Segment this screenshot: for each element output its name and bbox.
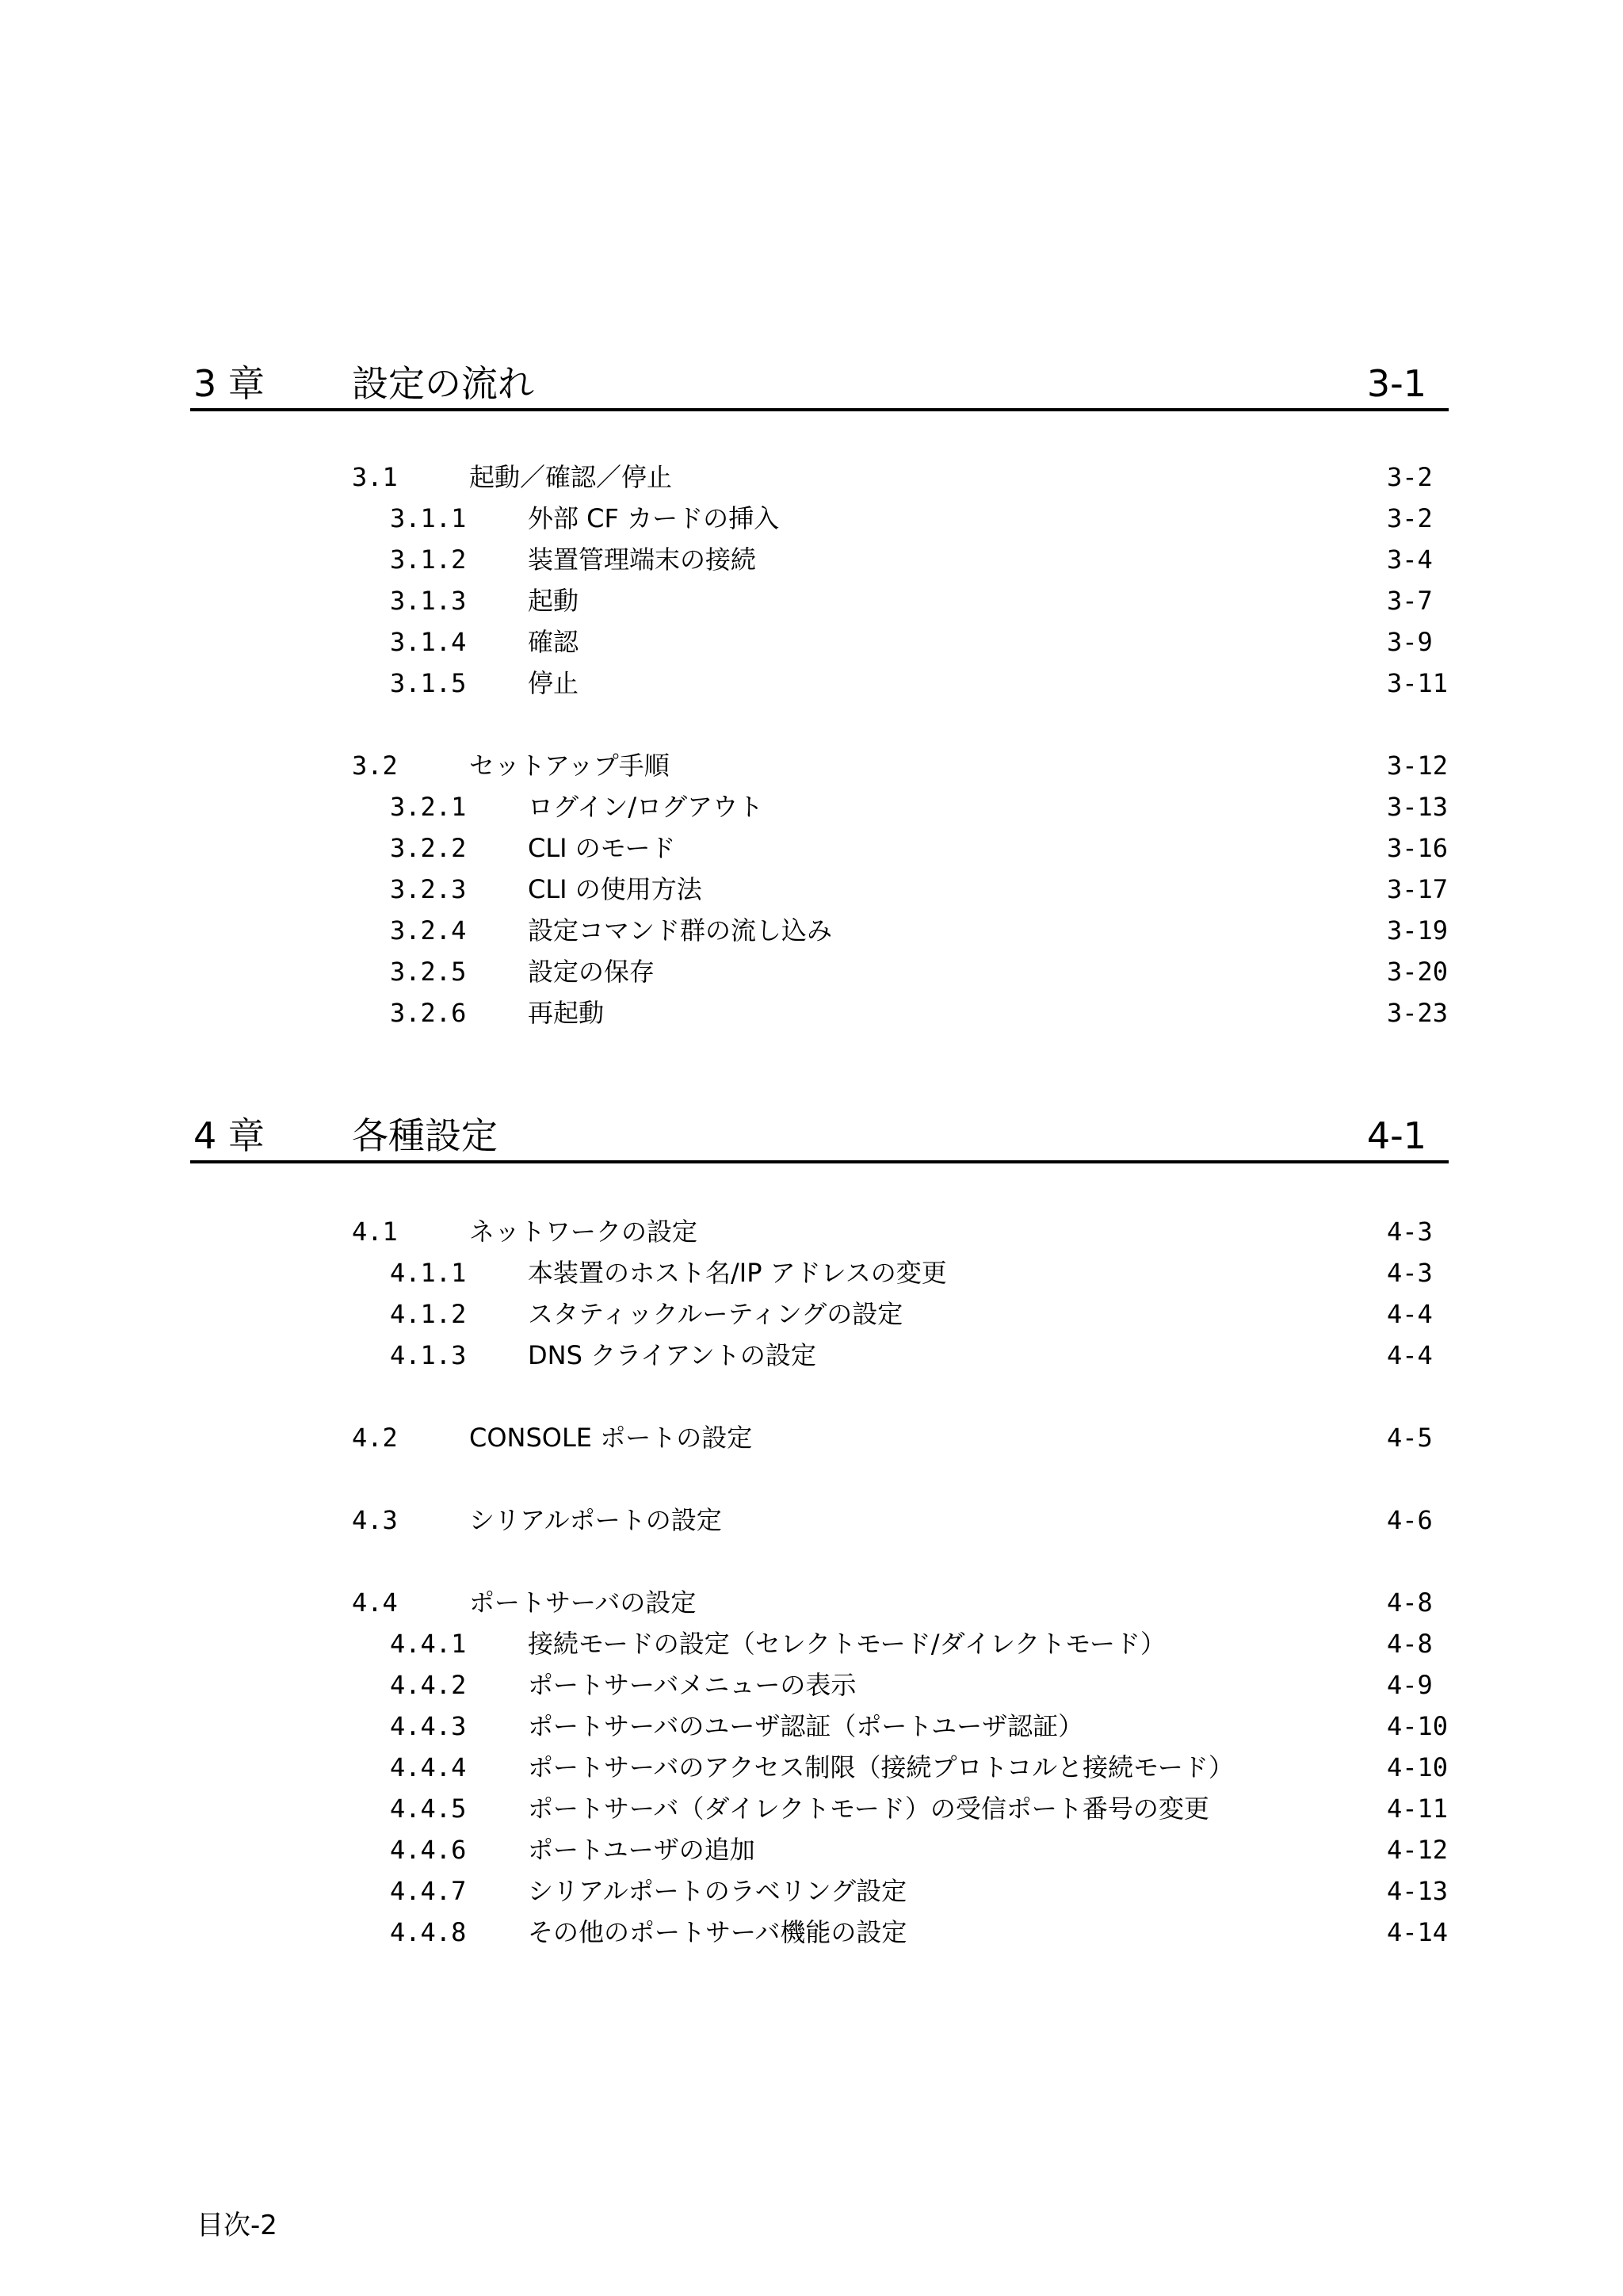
toc-entry-page: 4-6 <box>1387 1505 1433 1535</box>
toc-entry-title: CLI のモード <box>528 833 676 863</box>
toc-entry-number: 3.2.6 <box>390 998 467 1028</box>
toc-entry-number: 3.2.5 <box>390 957 467 987</box>
toc-entry-number: 4.4 <box>352 1587 398 1618</box>
toc-entry-page: 4-4 <box>1387 1340 1433 1370</box>
toc-entry-title: 接続モードの設定（セレクトモード/ダイレクトモード） <box>528 1629 1167 1659</box>
toc-entry-number: 3.1.1 <box>390 503 467 533</box>
toc-entry-number: 4.4.8 <box>390 1917 467 1947</box>
toc-entry-number: 4.2 <box>352 1423 398 1453</box>
toc-entry-page: 4-5 <box>1387 1423 1433 1453</box>
toc-entry-page: 4-10 <box>1387 1711 1449 1741</box>
toc-entry-number: 4.1.2 <box>390 1299 467 1329</box>
toc-entry-page: 4-8 <box>1387 1587 1433 1618</box>
toc-entry-page: 3-19 <box>1387 915 1449 946</box>
toc-entry-title: 設定コマンド群の流し込み <box>528 915 833 946</box>
toc-entry-number: 3.1.2 <box>390 544 467 575</box>
toc-entry-number: 4.3 <box>352 1505 398 1535</box>
toc-entry-number: 3.1.3 <box>390 586 467 616</box>
toc-entry-number: 4.1 <box>352 1217 398 1247</box>
toc-entry-page: 3-2 <box>1387 462 1433 492</box>
toc-entry-page: 3-20 <box>1387 957 1449 987</box>
toc-entry-title: スタティックルーティングの設定 <box>528 1299 903 1329</box>
toc-entry-title: ネットワークの設定 <box>469 1217 698 1247</box>
toc-entry-title: CONSOLE ポートの設定 <box>469 1423 753 1453</box>
toc-entry-number: 3.2.2 <box>390 833 467 863</box>
toc-entry-title: 本装置のホスト名/IP アドレスの変更 <box>528 1258 947 1288</box>
toc-entry-title: DNS クライアントの設定 <box>528 1340 816 1370</box>
toc-entry-number: 3.2.1 <box>390 792 467 822</box>
toc-entry-number: 3.2.4 <box>390 915 467 946</box>
toc-entry-page: 3-2 <box>1387 503 1433 533</box>
toc-entry-page: 3-13 <box>1387 792 1449 822</box>
toc-entry-number: 4.4.4 <box>390 1752 467 1782</box>
toc-entry-title: 外部 CF カードの挿入 <box>528 503 780 533</box>
toc-entry-title: ポートサーバ（ダイレクトモード）の受信ポート番号の変更 <box>528 1794 1209 1824</box>
toc-entry-title: 設定の保存 <box>528 957 655 987</box>
toc-entry-page: 3-16 <box>1387 833 1449 863</box>
toc-entry-title: 再起動 <box>528 998 605 1028</box>
toc-entry-number: 4.1.1 <box>390 1258 467 1288</box>
chapter-page: 4-1 <box>1366 1114 1426 1157</box>
toc-entry-title: ポートサーバのユーザ認証（ポートユーザ認証） <box>528 1711 1084 1741</box>
toc-entry-page: 4-11 <box>1387 1794 1449 1824</box>
toc-entry-title: ポートサーバメニューの表示 <box>528 1670 857 1700</box>
toc-entry-page: 4-10 <box>1387 1752 1449 1782</box>
toc-entry-page: 4-13 <box>1387 1876 1449 1906</box>
toc-entry-title: その他のポートサーバ機能の設定 <box>528 1917 907 1947</box>
toc-entry-page: 4-8 <box>1387 1629 1433 1659</box>
toc-entry-number: 3.1.5 <box>390 668 467 698</box>
toc-entry-number: 4.4.6 <box>390 1835 467 1865</box>
chapter-heading <box>190 1113 1449 1163</box>
toc-entry-page: 3-4 <box>1387 544 1433 575</box>
toc-entry-title: CLI の使用方法 <box>528 874 702 904</box>
chapter-heading <box>190 361 1449 411</box>
toc-entry-number: 3.1 <box>352 462 398 492</box>
toc-entry-title: 起動 <box>528 586 579 616</box>
chapter-number: 4 章 <box>193 1114 265 1157</box>
toc-entry-title: 起動／確認／停止 <box>469 462 673 492</box>
toc-entry-title: ポートサーバの設定 <box>469 1587 697 1618</box>
toc-entry-number: 4.4.3 <box>390 1711 467 1741</box>
toc-entry-title: シリアルポートのラベリング設定 <box>528 1876 907 1906</box>
toc-entry-title: 確認 <box>528 627 579 657</box>
toc-entry-number: 4.4.1 <box>390 1629 467 1659</box>
toc-entry-page: 3-9 <box>1387 627 1433 657</box>
chapter-page: 3-1 <box>1366 362 1426 405</box>
chapter-title: 各種設定 <box>352 1114 498 1157</box>
toc-entry-number: 3.2.3 <box>390 874 467 904</box>
toc-entry-page: 4-3 <box>1387 1258 1433 1288</box>
toc-entry-number: 4.4.5 <box>390 1794 467 1824</box>
toc-entry-number: 3.1.4 <box>390 627 467 657</box>
toc-entry-page: 3-17 <box>1387 874 1449 904</box>
toc-entry-page: 3-23 <box>1387 998 1449 1028</box>
toc-entry-title: シリアルポートの設定 <box>469 1505 722 1535</box>
toc-entry-title: ログイン/ログアウト <box>528 792 764 822</box>
toc-entry-page: 4-9 <box>1387 1670 1433 1700</box>
toc-entry-number: 4.4.7 <box>390 1876 467 1906</box>
toc-entry-number: 4.4.2 <box>390 1670 467 1700</box>
toc-entry-page: 3-11 <box>1387 668 1449 698</box>
toc-entry-number: 4.1.3 <box>390 1340 467 1370</box>
toc-entry-page: 4-12 <box>1387 1835 1449 1865</box>
toc-entry-page: 4-14 <box>1387 1917 1449 1947</box>
chapter-title: 設定の流れ <box>352 362 534 405</box>
toc-entry-title: 装置管理端末の接続 <box>528 544 757 575</box>
chapter-number: 3 章 <box>193 362 265 405</box>
toc-entry-title: セットアップ手順 <box>469 751 670 781</box>
page-label: 目次-2 <box>197 2210 277 2241</box>
toc-entry-title: 停止 <box>528 668 579 698</box>
toc-entry-title: ポートサーバのアクセス制限（接続プロトコルと接続モード） <box>528 1752 1234 1782</box>
toc-entry-page: 4-3 <box>1387 1217 1433 1247</box>
toc-entry-page: 3-12 <box>1387 751 1449 781</box>
toc-entry-title: ポートユーザの追加 <box>528 1835 755 1865</box>
toc-entry-number: 3.2 <box>352 751 398 781</box>
toc-entry-page: 3-7 <box>1387 586 1433 616</box>
toc-entry-page: 4-4 <box>1387 1299 1433 1329</box>
